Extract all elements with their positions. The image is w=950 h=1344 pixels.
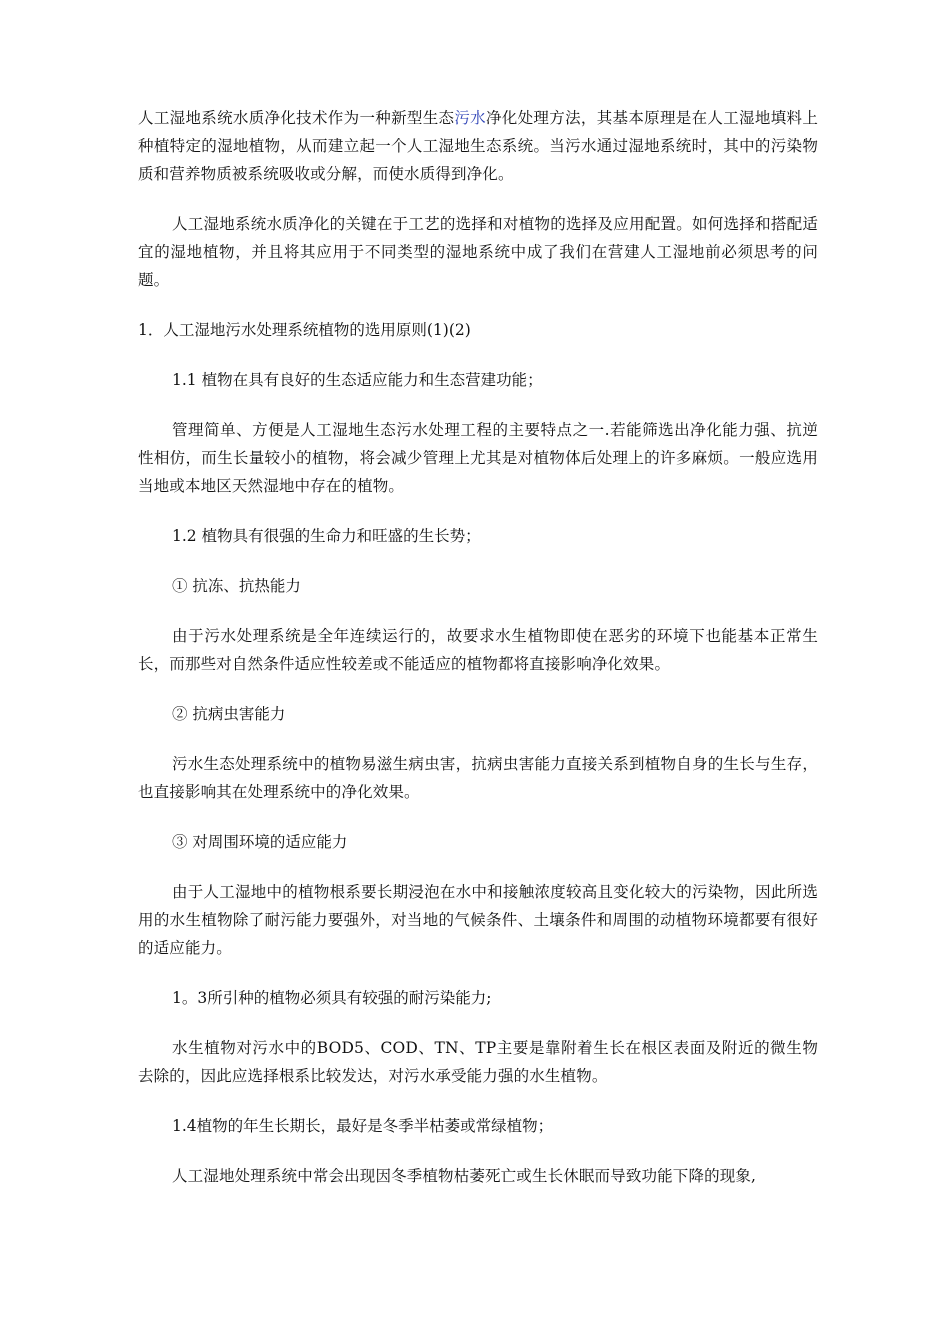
intro-text-before: 人工湿地系统水质净化技术作为一种新型生态 (138, 109, 455, 127)
subsection-heading-1-3: 1。3所引种的植物必须具有较强的耐污染能力; (172, 989, 492, 1007)
paragraph-cold-heat: 由于污水处理系统是全年连续运行的，故要求水生植物即使在恶劣的环境下也能基本正常生长，而那些对自然条件适应性较差或不能适应的植物都将直接影响净化效果。 (138, 627, 818, 673)
item-heading-environment: ③ 对周围环境的适应能力 (172, 833, 348, 851)
intro-text-after: 净化处理方法，其基本原理是在人工湿地填料上种植特定的湿地植物，从而建立起一个人工湿地生态系统。当污水通过湿地系统时，其中的污染物质和营养物质被系统吸收或分解，而使水质得到净化。 (138, 109, 818, 183)
section-heading-1: 1．人工湿地污水处理系统植物的选用原则(1)(2) (138, 321, 471, 339)
intro-paragraph (138, 104, 818, 188)
subsection-heading-1-4: 1.4植物的年生长期长，最好是冬季半枯萎或常绿植物； (172, 1117, 554, 1135)
item-heading-cold-heat: ① 抗冻、抗热能力 (172, 577, 301, 595)
paragraph-pest: 污水生态处理系统中的植物易滋生病虫害，抗病虫害能力直接关系到植物自身的生长与生存，也直接影响其在处理系统中的净化效果。 (138, 755, 818, 801)
paragraph-1-1: 管理简单、方便是人工湿地生态污水处理工程的主要特点之一.若能筛选出净化能力强、抗逆性相仿，而生长量较小的植物，将会减少管理上尤其是对植物体后处理上的许多麻烦。一般应选用当地或本地区天然湿地中存在的植物。 (138, 421, 818, 495)
paragraph-environment: 由于人工湿地中的植物根系要长期浸泡在水中和接触浓度较高且变化较大的污染物，因此所选用的水生植物除了耐污能力要强外，对当地的气候条件、土壤条件和周围的动植物环境都要有很好的适应能力。 (138, 883, 818, 957)
document-page (138, 104, 818, 1212)
sewage-link[interactable]: 污水 (454, 109, 486, 127)
item-heading-pest: ② 抗病虫害能力 (172, 705, 286, 723)
key-factors-paragraph: 人工湿地系统水质净化的关键在于工艺的选择和对植物的选择及应用配置。如何选择和搭配适宜的湿地植物，并且将其应用于不同类型的湿地系统中成了我们在营建人工湿地前必须思考的问题。 (138, 215, 818, 289)
subsection-heading-1-2: 1.2 植物具有很强的生命力和旺盛的生长势； (172, 527, 481, 545)
paragraph-1-3: 水生植物对污水中的BOD5、COD、TN、TP主要是靠附着生长在根区表面及附近的微生物去除的，因此应选择根系比较发达，对污水承受能力强的水生植物。 (138, 1039, 818, 1085)
subsection-heading-1-1: 1.1 植物在具有良好的生态适应能力和生态营建功能； (172, 371, 543, 389)
paragraph-1-4: 人工湿地处理系统中常会出现因冬季植物枯萎死亡或生长休眠而导致功能下降的现象, (172, 1167, 757, 1185)
